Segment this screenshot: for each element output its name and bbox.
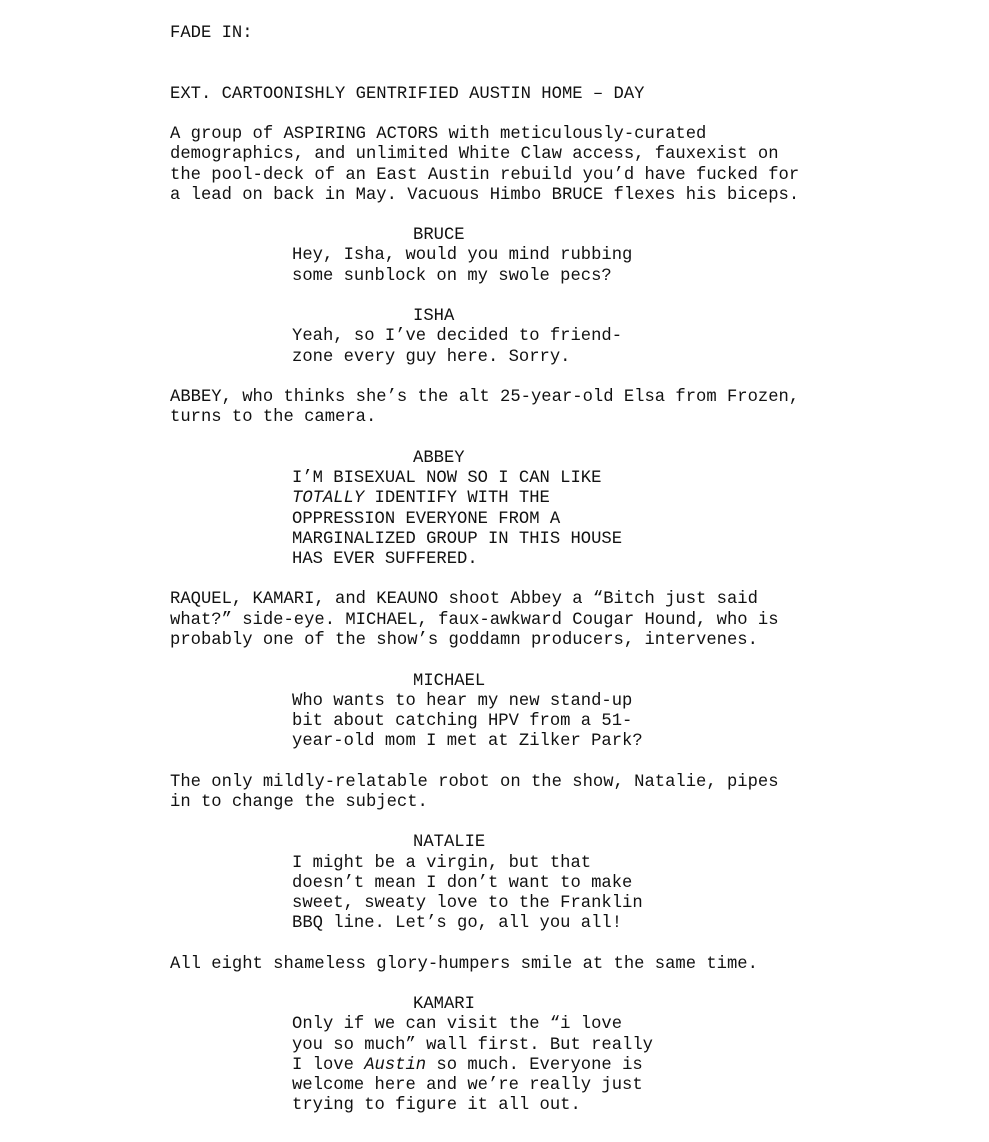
dialogue-line: doesn’t mean I don’t want to make [292, 874, 633, 893]
character-name: ABBEY [413, 449, 465, 468]
dialogue-line: HAS EVER SUFFERED. [292, 550, 478, 569]
emphasis-text: Austin [364, 1056, 427, 1075]
scene-heading: EXT. CARTOONISHLY GENTRIFIED AUSTIN HOME – DAY [170, 85, 645, 104]
dialogue-line: bit about catching HPV from a 51- [292, 712, 633, 731]
action-line: in to change the subject. [170, 793, 428, 812]
dialogue-line [292, 489, 550, 509]
action-line: demographics, and unlimited White Claw access, fauxexist on [170, 145, 779, 164]
action-line: A group of ASPIRING ACTORS with meticulously-curated [170, 125, 707, 144]
emphasis-text: TOTALLY [292, 489, 365, 508]
action-line: what?” side-eye. MICHAEL, faux-awkward Cougar Hound, who is [170, 611, 779, 630]
action-line: All eight shameless glory-humpers smile at the same time. [170, 955, 758, 974]
character-name: BRUCE [413, 226, 465, 245]
dialogue-line: MARGINALIZED GROUP IN THIS HOUSE [292, 530, 623, 549]
dialogue-line: Who wants to hear my new stand-up [292, 692, 633, 711]
dialogue-text: IDENTIFY WITH THE [364, 489, 550, 508]
dialogue-line: BBQ line. Let’s go, all you all! [292, 914, 623, 933]
character-name: KAMARI [413, 995, 475, 1014]
dialogue-text: so much. Everyone is [426, 1056, 643, 1075]
dialogue-line: year-old mom I met at Zilker Park? [292, 732, 643, 751]
dialogue-line: Only if we can visit the “i love [292, 1015, 623, 1034]
action-line: probably one of the show’s goddamn producers, intervenes. [170, 631, 758, 650]
action-line: ABBEY, who thinks she’s the alt 25-year-old Elsa from Frozen, [170, 388, 800, 407]
dialogue-line: Yeah, so I’ve decided to friend- [292, 327, 623, 346]
dialogue-text: I love [292, 1056, 365, 1075]
dialogue-line: zone every guy here. Sorry. [292, 348, 571, 367]
character-name: ISHA [413, 307, 455, 326]
action-line: RAQUEL, KAMARI, and KEAUNO shoot Abbey a “Bitch just said [170, 590, 758, 609]
transition: FADE IN: [170, 24, 253, 43]
dialogue-line: Hey, Isha, would you mind rubbing [292, 246, 633, 265]
dialogue-line: you so much” wall first. But really [292, 1036, 653, 1055]
action-line: turns to the camera. [170, 408, 377, 427]
dialogue-line: trying to figure it all out. [292, 1096, 581, 1115]
dialogue-line: welcome here and we’re really just [292, 1076, 643, 1095]
dialogue-line: I’M BISEXUAL NOW SO I CAN LIKE [292, 469, 602, 488]
action-line: the pool-deck of an East Austin rebuild you’d have fucked for [170, 166, 800, 185]
dialogue-line: OPPRESSION EVERYONE FROM A [292, 510, 561, 529]
action-line: a lead on back in May. Vacuous Himbo BRUCE flexes his biceps. [170, 186, 800, 205]
character-name: MICHAEL [413, 672, 486, 691]
character-name: NATALIE [413, 833, 486, 852]
dialogue-line: I might be a virgin, but that [292, 854, 592, 873]
dialogue-line: sweet, sweaty love to the Franklin [292, 894, 643, 913]
dialogue-line: some sunblock on my swole pecs? [292, 267, 612, 286]
action-line: The only mildly-relatable robot on the show, Natalie, pipes [170, 773, 779, 792]
dialogue-line [292, 1056, 643, 1076]
